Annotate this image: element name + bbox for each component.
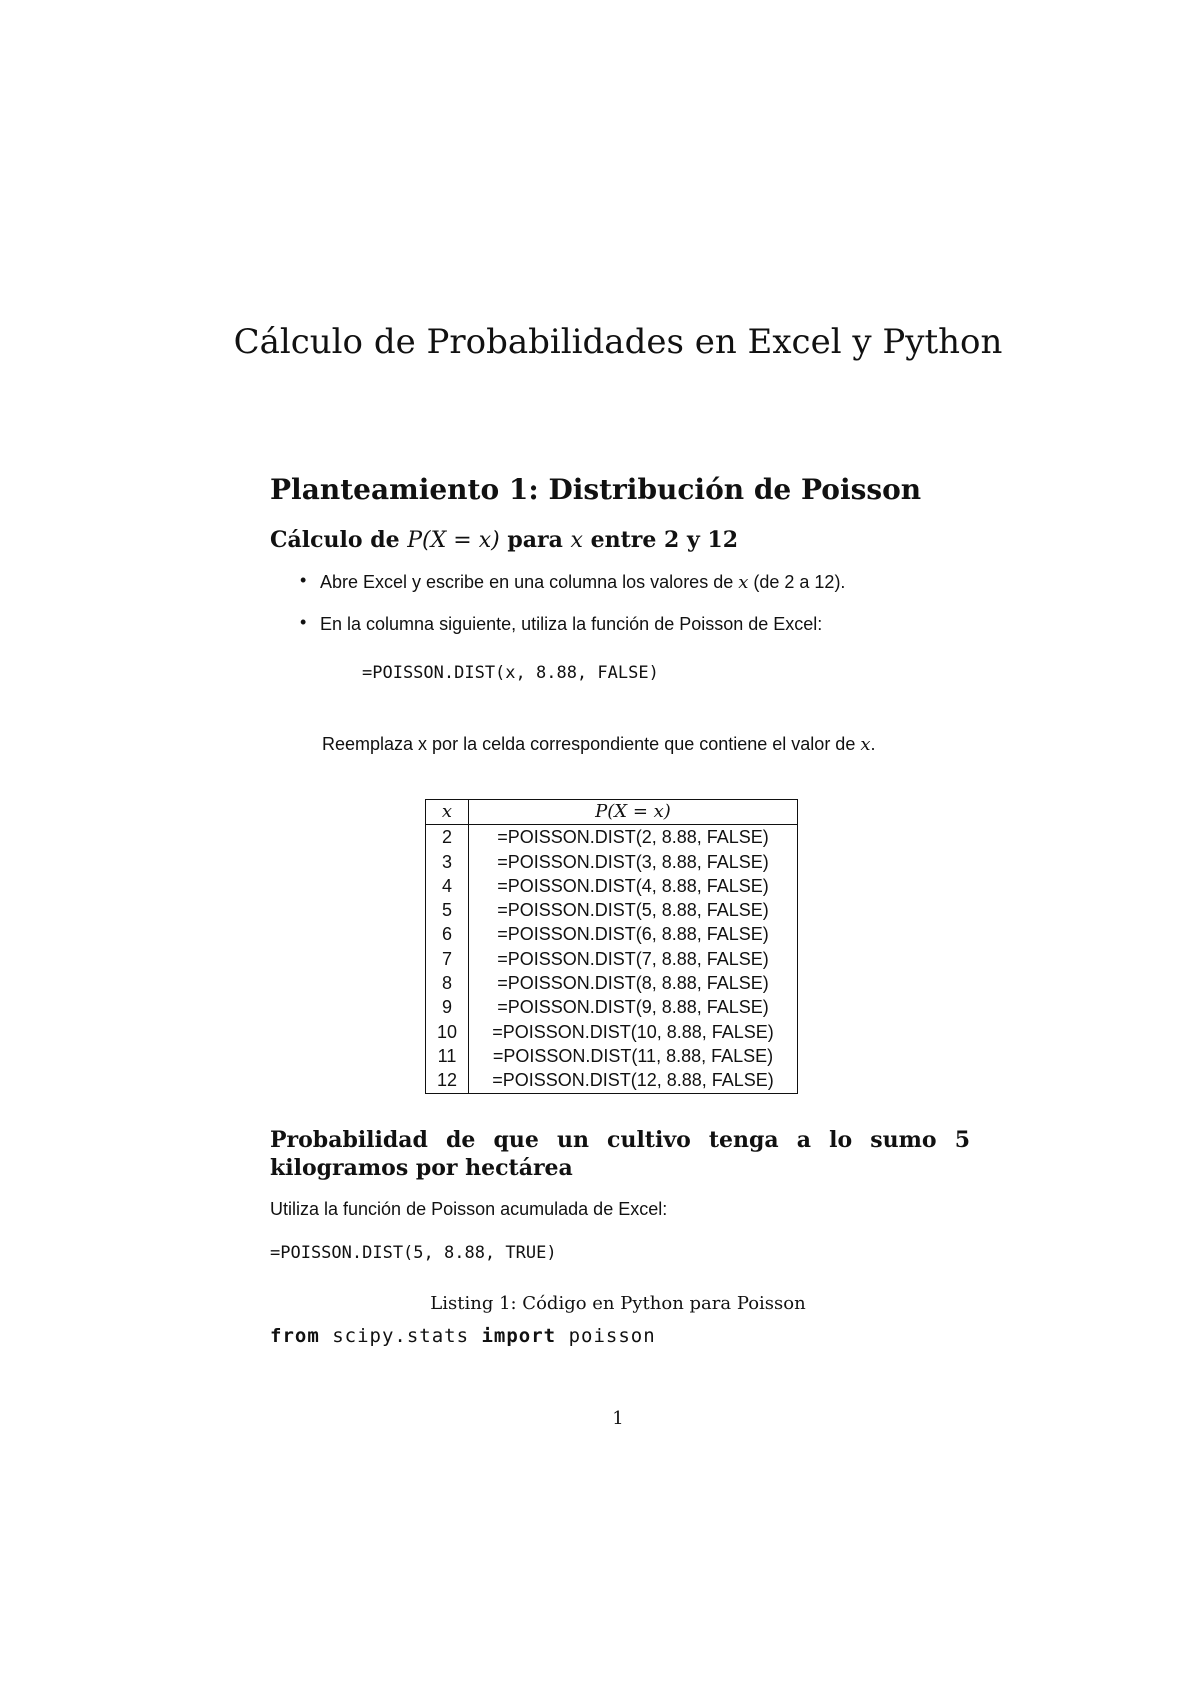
subsection-heading-acumulada: Probabilidad de que un cultivo tenga a lo sumo 5 kilogramos por hectárea	[270, 1127, 970, 1181]
cell-x: 5	[426, 898, 469, 922]
note-suffix: .	[870, 734, 876, 754]
cell-formula: =POISSON.DIST(2, 8.88, FALSE)	[469, 825, 798, 850]
bullet-text-2: En la columna siguiente, utiliza la función de Poisson de Excel:	[320, 614, 823, 634]
table-row	[426, 971, 798, 995]
table-row	[426, 995, 798, 1019]
subheading-prefix: Cálculo de	[270, 527, 408, 553]
subheading-math: P(X = x)	[407, 528, 500, 553]
code-module: scipy.stats	[319, 1325, 482, 1347]
table-row	[426, 898, 798, 922]
cell-formula: =POISSON.DIST(8, 8.88, FALSE)	[469, 971, 798, 995]
replace-note	[322, 734, 876, 755]
cell-x: 4	[426, 874, 469, 898]
table-row	[426, 947, 798, 971]
table-row	[426, 1068, 798, 1093]
cell-formula: =POISSON.DIST(3, 8.88, FALSE)	[469, 850, 798, 874]
bullet-item-1	[300, 572, 845, 593]
table-row	[426, 1020, 798, 1044]
cell-formula: =POISSON.DIST(12, 8.88, FALSE)	[469, 1068, 798, 1093]
bullet-icon: •	[300, 570, 307, 590]
bullet1-var: x	[738, 572, 749, 593]
cell-x: 3	[426, 850, 469, 874]
note-var: x	[860, 734, 871, 755]
cell-formula: =POISSON.DIST(4, 8.88, FALSE)	[469, 874, 798, 898]
note-prefix: Reemplaza x por la celda correspondiente que contiene el valor de	[322, 734, 861, 754]
code-keyword-from: from	[270, 1325, 320, 1347]
subheading-suffix: entre 2 y 12	[582, 527, 739, 553]
cell-x: 12	[426, 1068, 469, 1093]
cumulative-intro: Utiliza la función de Poisson acumulada de Excel:	[270, 1199, 668, 1219]
cell-formula: =POISSON.DIST(5, 8.88, FALSE)	[469, 898, 798, 922]
column-header-x: x	[426, 800, 469, 825]
cell-formula: =POISSON.DIST(6, 8.88, FALSE)	[469, 922, 798, 946]
cell-formula: =POISSON.DIST(10, 8.88, FALSE)	[469, 1020, 798, 1044]
cell-formula: =POISSON.DIST(11, 8.88, FALSE)	[469, 1044, 798, 1068]
python-code-line	[270, 1325, 656, 1347]
bullet1-suffix: (de 2 a 12).	[748, 572, 846, 592]
subheading-var: x	[570, 528, 583, 553]
excel-formula-cdf: =POISSON.DIST(5, 8.88, TRUE)	[270, 1243, 557, 1263]
bullet1-prefix: Abre Excel y escribe en una columna los valores de	[320, 572, 739, 592]
table-row	[426, 825, 798, 850]
table-header-row	[426, 800, 798, 825]
table-row	[426, 874, 798, 898]
cell-x: 11	[426, 1044, 469, 1068]
subheading-mid: para	[499, 527, 571, 553]
cell-x: 2	[426, 825, 469, 850]
listing-caption: Listing 1: Código en Python para Poisson	[430, 1293, 806, 1314]
cell-x: 10	[426, 1020, 469, 1044]
bullet-text-1	[320, 572, 845, 592]
table-row	[426, 1044, 798, 1068]
page-number: 1	[612, 1408, 624, 1429]
subsection-heading-calculo	[270, 527, 738, 553]
code-keyword-import: import	[481, 1325, 557, 1347]
column-header-probability: P(X = x)	[469, 800, 798, 825]
cell-x: 9	[426, 995, 469, 1019]
table-row	[426, 922, 798, 946]
excel-formula-pdf: =POISSON.DIST(x, 8.88, FALSE)	[362, 663, 659, 683]
cell-x: 7	[426, 947, 469, 971]
poisson-table	[425, 799, 798, 1094]
bullet-item-2	[300, 614, 822, 635]
cell-x: 6	[426, 922, 469, 946]
section-heading-poisson: Planteamiento 1: Distribución de Poisson	[270, 473, 922, 506]
bullet-icon: •	[300, 612, 307, 632]
cell-formula: =POISSON.DIST(7, 8.88, FALSE)	[469, 947, 798, 971]
document-title: Cálculo de Probabilidades en Excel y Python	[233, 322, 1003, 362]
code-name: poisson	[556, 1325, 656, 1347]
cell-x: 8	[426, 971, 469, 995]
table-row	[426, 850, 798, 874]
cell-formula: =POISSON.DIST(9, 8.88, FALSE)	[469, 995, 798, 1019]
